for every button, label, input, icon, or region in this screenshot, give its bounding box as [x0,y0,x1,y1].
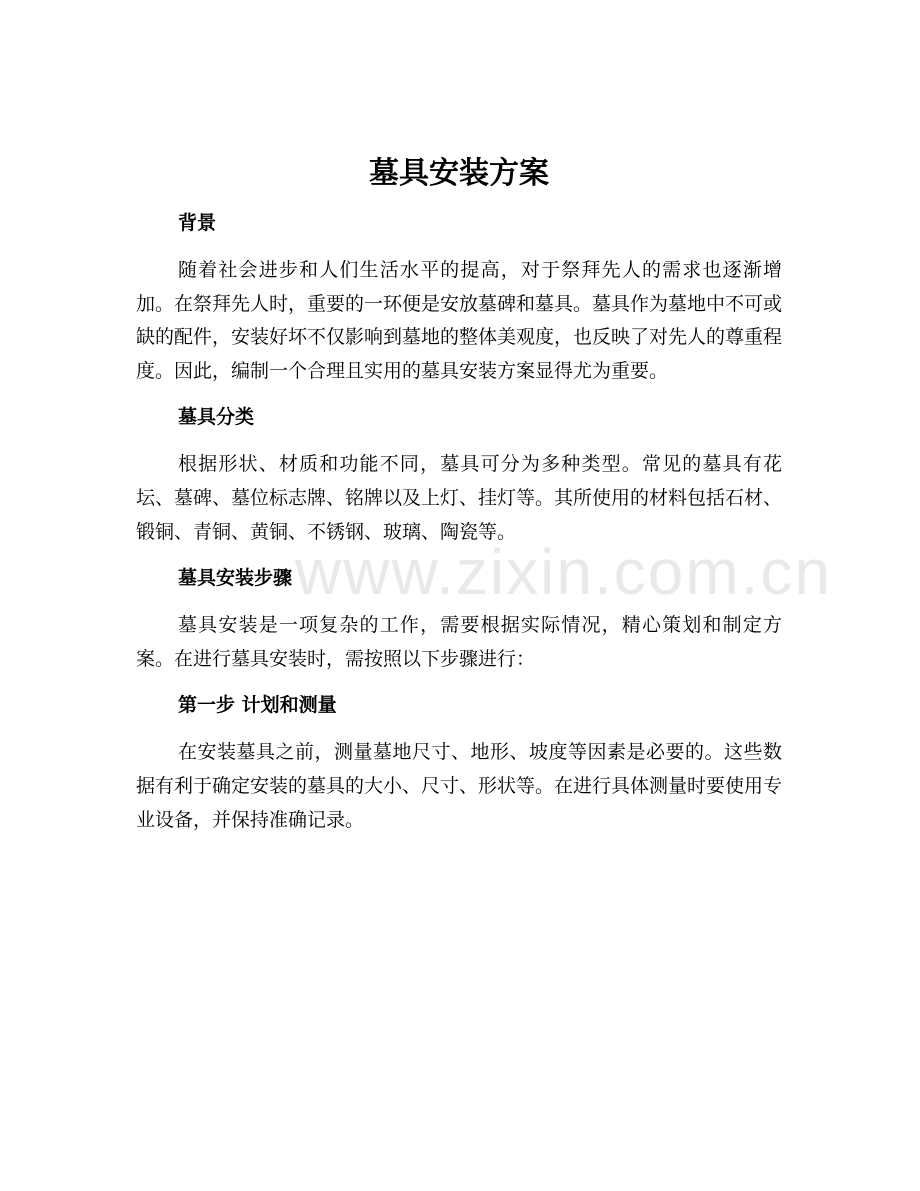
paragraph-installation-steps: 墓具安装是一项复杂的工作，需要根据实际情况，精心策划和制定方案。在进行墓具安装时，需按照以下步骤进行： [136,614,782,670]
document-title: 墓具安装方案 [369,156,549,191]
section-heading-background: 背景 [178,212,217,234]
section-heading-step-one: 第一步 计划和测量 [178,694,337,717]
section-heading-classification: 墓具分类 [178,406,255,429]
section-heading-installation-steps: 墓具安装步骤 [178,567,293,590]
document-content [136,150,782,837]
watermark: www.zixin.com.cn [295,536,832,608]
paragraph-classification: 根据形状、材质和功能不同，墓具可分为多种类型。常见的墓具有花坛、墓碑、墓位标志牌、铭牌以及上灯、挂灯等。其所使用的材料包括石材、锻铜、青铜、黄铜、不锈钢、玻璃、陶瓷等。 [136,453,783,543]
paragraph-background: 随着社会进步和人们生活水平的提高，对于祭拜先人的需求也逐渐增加。在祭拜先人时，重要的一环便是安放墓碑和墓具。墓具作为墓地中不可或缺的配件，安装好坏不仅影响到墓地的整体美观度，也反映了对先人的尊重程度。因此，编制一个合理且实用的墓具安装方案显得尤为重要。 [136,259,783,382]
paragraph-step-one: 在安装墓具之前，测量墓地尺寸、地形、坡度等因素是必要的。这些数据有利于确定安装的墓具的大小、尺寸、形状等。在进行具体测量时要使用专业设备，并保持准确记录。 [136,741,783,831]
